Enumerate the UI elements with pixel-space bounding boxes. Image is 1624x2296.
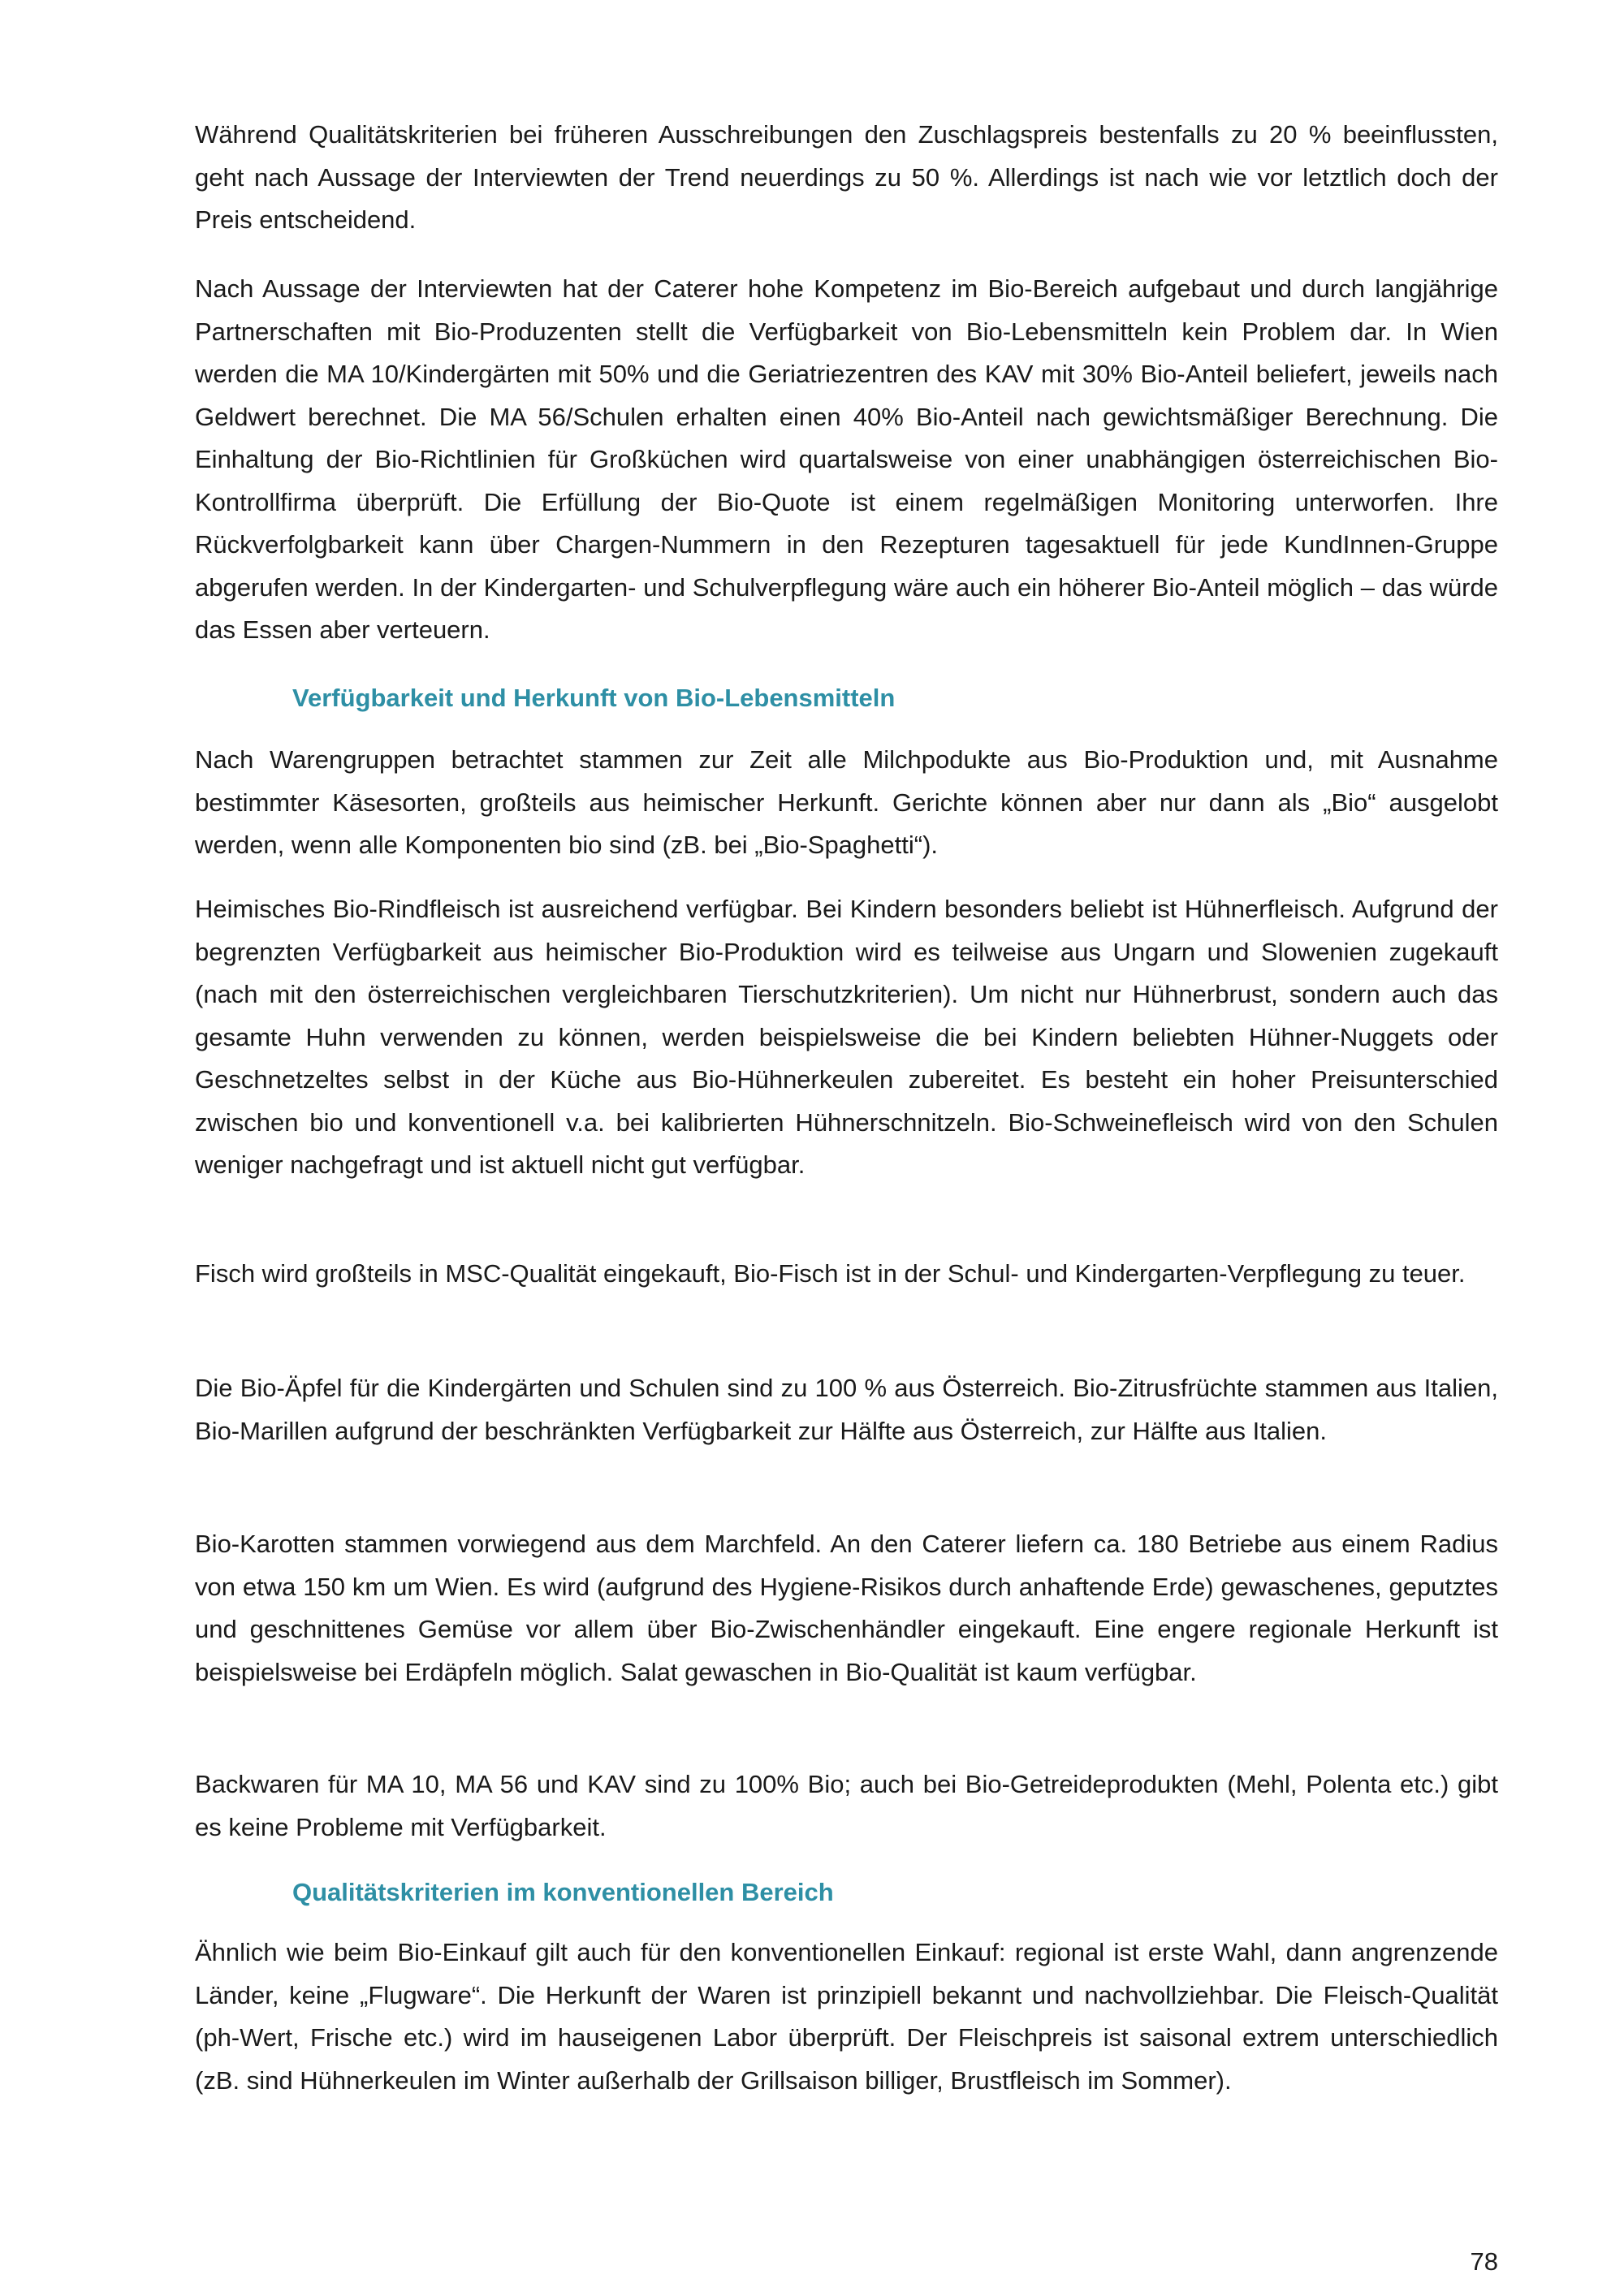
paragraph-bakery: Backwaren für MA 10, MA 56 und KAV sind zu 100% Bio; auch bei Bio-Getreideprodukten (Mehl, Polenta etc.) gibt es keine Probleme mit Verfügbarkeit. — [195, 1770, 1498, 1841]
paragraph-meat-poultry: Heimisches Bio-Rindfleisch ist ausreichend verfügbar. Bei Kindern besonders beliebt ist Hühnerfleisch. Aufgrund der begrenzten Verfügbarkeit aus heimischer Bio-Produktion wird es teilweise aus Ungarn und Slowenien zugekauft (nach mit den österreichischen vergleichbaren Tierschutzkriterien). Um nicht nur Hühnerbrust, sondern auch das gesamte Huhn verwenden zu können, werden beispielsweise die bei Kindern beliebten Hühner-Nuggets oder Geschnetzeltes selbst in der Küche aus Bio-Hühnerkeulen zubereitet. Es besteht ein hoher Preisunterschied zwischen bio und konventionell v.a. bei kalibrierten Hühnerschnitzeln. Bio-Schweinefleisch wird von den Schulen weniger nachgefragt und ist aktuell nicht gut verfügbar. — [195, 895, 1498, 1179]
paragraph-quality-criteria-weight: Während Qualitätskriterien bei früheren Ausschreibungen den Zuschlagspreis bestenfalls zu 20 % beeinflussten, geht nach Aussage der Interviewten der Trend neuerdings zu 50 %. Allerdings ist nach wie vor letztlich doch der Preis entscheidend. — [195, 120, 1498, 234]
paragraph-caterer-bio-competence: Nach Aussage der Interviewten hat der Caterer hohe Kompetenz im Bio-Bereich aufgebaut und durch langjährige Partnerschaften mit Bio-Produzenten stellt die Verfügbarkeit von Bio-Lebensmitteln kein Problem dar. In Wien werden die MA 10/Kindergärten mit 50% und die Geriatriezentren des KAV mit 30% Bio-Anteil beliefert, jeweils nach Geldwert berechnet. Die MA 56/Schulen erhalten einen 40% Bio-Anteil nach gewichtsmäßiger Berechnung. Die Einhaltung der Bio-Richtlinien für Großküchen wird quartalsweise von einer unabhängigen österreichischen Bio-Kontrollfirma überprüft. Die Erfüllung der Bio-Quote ist einem regelmäßigen Monitoring unterworfen. Ihre Rückverfolgbarkeit kann über Chargen-Nummern in den Rezepturen tagesaktuell für jede KundInnen-Gruppe abgerufen werden. In der Kindergarten- und Schulverpflegung wäre auch ein höherer Bio-Anteil möglich – das würde das Essen aber verteuern. — [195, 274, 1498, 644]
paragraph-vegetables: Bio-Karotten stammen vorwiegend aus dem Marchfeld. An den Caterer liefern ca. 180 Betriebe aus einem Radius von etwa 150 km um Wien. Es wird (aufgrund des Hygiene-Risikos durch anhaftende Erde) gewaschenes, geputztes und geschnittenes Gemüse vor allem über Bio-Zwischenhändler eingekauft. Eine engere regionale Herkunft ist beispielsweise bei Erdäpfeln möglich. Salat gewaschen in Bio-Qualität ist kaum verfügbar. — [195, 1530, 1498, 1686]
paragraph-fish: Fisch wird großteils in MSC-Qualität eingekauft, Bio-Fisch ist in der Schul- und Kindergarten-Verpflegung zu teuer. — [195, 1259, 1466, 1288]
section-heading-bio-availability: Verfügbarkeit und Herkunft von Bio-Lebensmitteln — [292, 684, 896, 712]
page-number: 78 — [1470, 2247, 1498, 2276]
section-heading-conventional-quality: Qualitätskriterien im konventionellen Bereich — [292, 1878, 834, 1906]
paragraph-dairy-products: Nach Warengruppen betrachtet stammen zur Zeit alle Milchpodukte aus Bio-Produktion und, mit Ausnahme bestimmter Käsesorten, großteils aus heimischer Herkunft. Gerichte können aber nur dann als „Bio“ ausgelobt werden, wenn alle Komponenten bio sind (zB. bei „Bio-Spaghetti“). — [195, 745, 1498, 859]
paragraph-fruit: Die Bio-Äpfel für die Kindergärten und Schulen sind zu 100 % aus Österreich. Bio-Zitrusfrüchte stammen aus Italien, Bio-Marillen aufgrund der beschränkten Verfügbarkeit zur Hälfte aus Österreich, zur Hälfte aus Italien. — [195, 1374, 1498, 1445]
paragraph-conventional-purchasing: Ähnlich wie beim Bio-Einkauf gilt auch für den konventionellen Einkauf: regional ist erste Wahl, dann angrenzende Länder, keine „Flugware“. Die Herkunft der Waren ist prinzipiell bekannt und nachvollziehbar. Die Fleisch-Qualität (ph-Wert, Frische etc.) wird im hauseigenen Labor überprüft. Der Fleischpreis ist saisonal extrem unterschiedlich (zB. sind Hühnerkeulen im Winter außerhalb der Grillsaison billiger, Brustfleisch im Sommer). — [195, 1938, 1498, 2095]
